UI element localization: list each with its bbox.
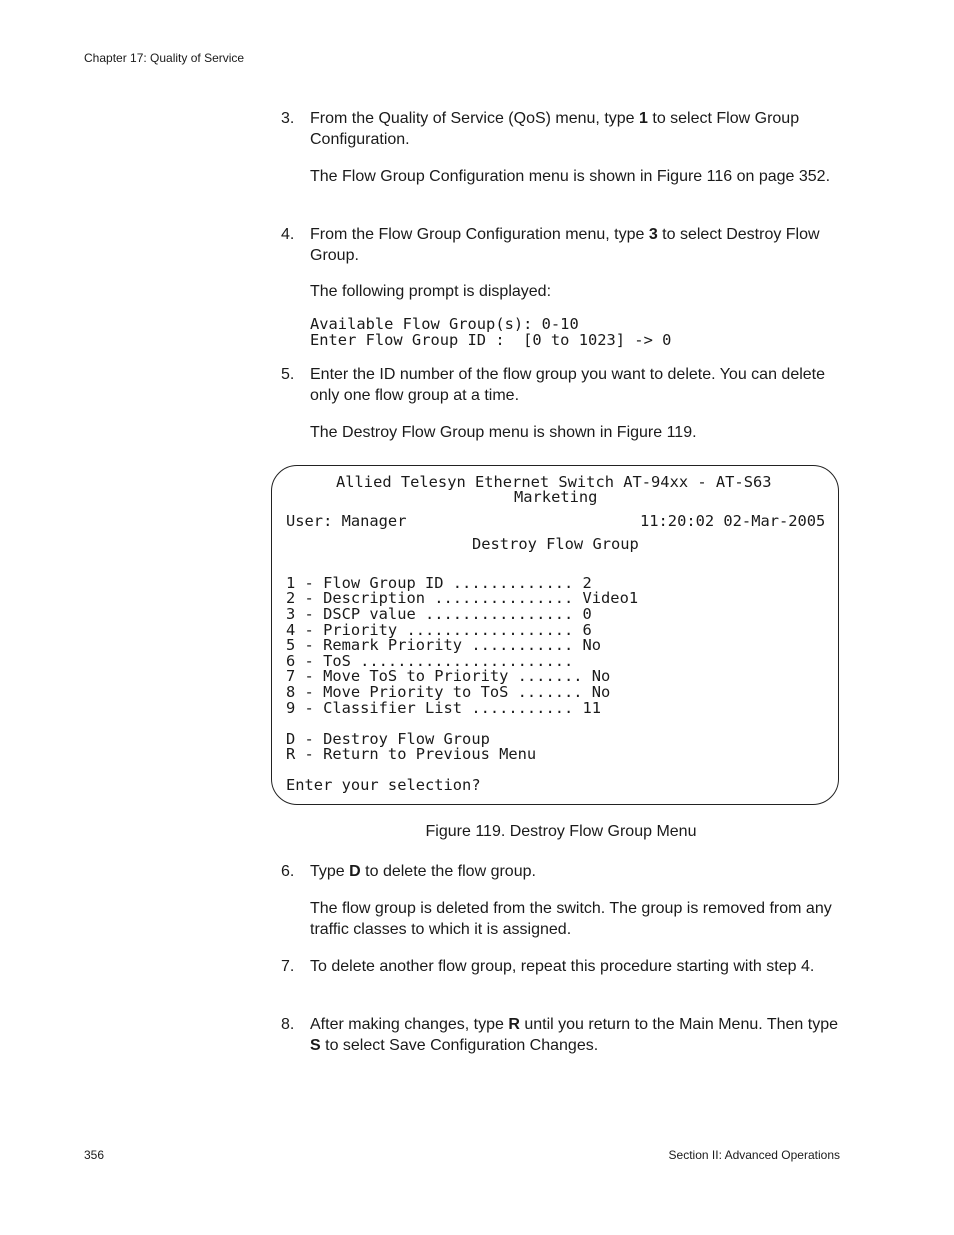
- screen-user: User: Manager: [286, 512, 407, 530]
- step-text-post: to select Save Configuration Changes.: [320, 1037, 599, 1054]
- menu-item: 1 - Flow Group ID ............. 2: [286, 574, 592, 592]
- step-number: 3.: [281, 110, 295, 127]
- step-text: [310, 1014, 845, 1056]
- step-key: 1: [639, 110, 648, 127]
- step-number: 7.: [281, 958, 295, 975]
- step-note: The following prompt is displayed:: [310, 283, 552, 300]
- step-key: S: [310, 1037, 321, 1054]
- step-text-pre: From the Flow Group Configuration menu, type: [310, 226, 649, 243]
- step-text-mid: until you return to the Main Menu. Then type: [519, 1016, 838, 1033]
- menu-item: 5 - Remark Priority ........... No: [286, 636, 602, 654]
- step-note: The Destroy Flow Group menu is shown in Figure 119.: [310, 424, 697, 441]
- screen-subtitle: Marketing: [514, 488, 598, 506]
- menu-item: 8 - Move Priority to ToS ....... No: [286, 683, 611, 701]
- step-text: [310, 224, 845, 266]
- menu-item: 3 - DSCP value ................ 0: [286, 605, 592, 623]
- section-footer: Section II: Advanced Operations: [668, 1148, 840, 1162]
- step-number: 6.: [281, 863, 295, 880]
- step-text: [310, 861, 845, 882]
- menu-item: 9 - Classifier List ........... 11: [286, 699, 602, 717]
- step-text: [310, 108, 845, 150]
- screen-menu-title: Destroy Flow Group: [472, 535, 639, 553]
- screen-datetime: 11:20:02 02-Mar-2005: [640, 512, 826, 530]
- step-text: Enter the ID number of the flow group you want to delete. You can delete only one flow group at a time.: [310, 366, 826, 404]
- menu-action: R - Return to Previous Menu: [286, 745, 537, 763]
- step-number: 8.: [281, 1016, 295, 1033]
- menu-item: 6 - ToS .......................: [286, 652, 574, 670]
- step-key: 3: [648, 226, 658, 243]
- menu-item: 2 - Description ............... Video1: [286, 589, 639, 607]
- step-note: The Flow Group Configuration menu is shown in Figure 116 on page 352.: [310, 168, 831, 185]
- step-text-pre: Type: [310, 863, 350, 880]
- step-key: D: [349, 863, 361, 880]
- step-text: To delete another flow group, repeat this procedure starting with step 4.: [310, 958, 815, 975]
- step-note: The flow group is deleted from the switch. The group is removed from any traffic classes to which it is assigned.: [310, 900, 832, 938]
- step-key: R: [508, 1016, 520, 1033]
- chapter-header: Chapter 17: Quality of Service: [84, 51, 245, 65]
- screen-prompt: Enter your selection?: [286, 776, 481, 794]
- step-text-post: to select Flow Group Configuration.: [310, 110, 800, 148]
- step-text-post: to delete the flow group.: [360, 863, 536, 880]
- menu-item: 7 - Move ToS to Priority ....... No: [286, 667, 611, 685]
- prompt-line-1: Available Flow Group(s): 0-10: [310, 315, 579, 333]
- menu-item: 4 - Priority .................. 6: [286, 621, 592, 639]
- menu-action: D - Destroy Flow Group: [286, 730, 490, 748]
- step-number: 5.: [281, 366, 295, 383]
- step-text-post: to select Destroy Flow Group.: [310, 226, 820, 264]
- prompt-line-2: Enter Flow Group ID : [0 to 1023] -> 0: [310, 331, 672, 349]
- page-number: 356: [84, 1148, 105, 1162]
- step-number: 4.: [281, 226, 295, 243]
- screen-title: Allied Telesyn Ethernet Switch AT-94xx - AT-S63: [336, 473, 772, 491]
- figure-caption: Figure 119. Destroy Flow Group Menu: [425, 823, 697, 840]
- step-text-pre: After making changes, type: [310, 1016, 509, 1033]
- step-text-pre: From the Quality of Service (QoS) menu, type: [310, 110, 640, 127]
